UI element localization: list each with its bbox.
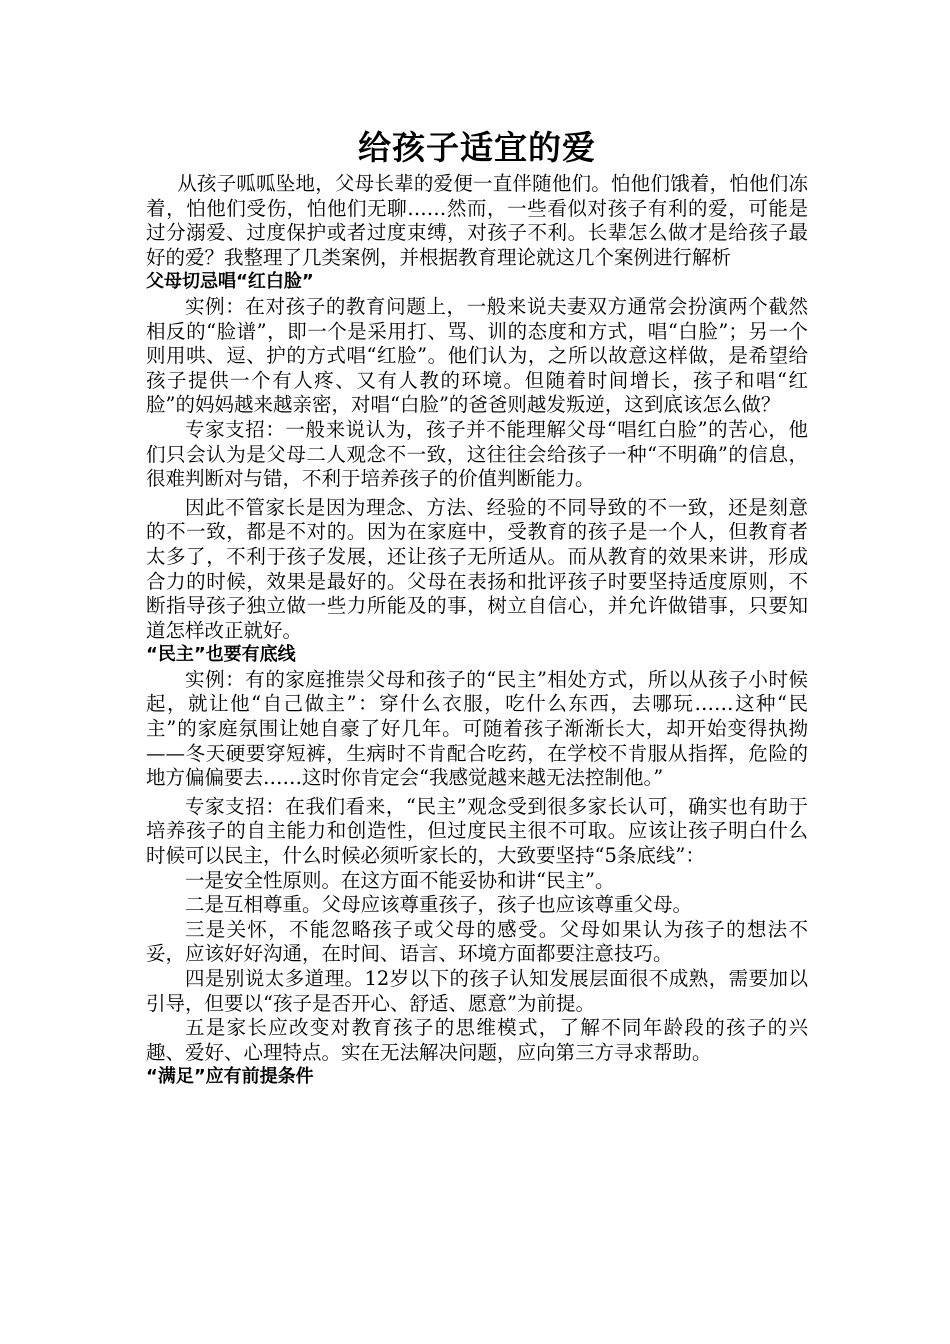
section-1-example-paragraph: 实例：在对孩子的教育问题上，一般来说夫妻双方通常会扮演两个截然相反的“脸谱”，即一个是采用打、骂、训的态度和方式，唱“白脸”；另一个则用哄、逗、护的方式唱“红脸”。他们认为，之所以故意这样做，是希望给孩子提供一个有人疼、又有人教的环境。但随着时间增长，孩子和唱“红脸”的妈妈越来越亲密，对唱“白脸”的爸爸则越发叛逆，这到底该怎么做？ [146,294,808,417]
section-2-expert-paragraph: 专家支招：在我们看来，“民主”观念受到很多家长认可，确实也有助于培养孩子的自主能力和创造性，但过度民主很不可取。应该让孩子明白什么时候可以民主，什么时候必须听家长的，大致要坚持“5条底线”： [146,794,808,868]
bottom-line-item-5: 五是家长应改变对教育孩子的思维模式，了解不同年龄段的孩子的兴趣、爱好、心理特点。实在无法解决问题，应向第三方寻求帮助。 [146,1016,808,1064]
bottom-line-item-3: 三是关怀，不能忽略孩子或父母的感受。父母如果认为孩子的想法不妥，应该好好沟通，在时间、语言、环境方面都要注意技巧。 [146,917,808,966]
section-heading-democracy-bottom-line: “民主”也要有底线 [146,644,296,666]
section-2-example-paragraph: 实例：有的家庭推崇父母和孩子的“民主”相处方式，所以从孩子小时候起，就让他“自己做主”：穿什么衣服，吃什么东西，去哪玩……这种“民主”的家庭氛围让她自豪了好几年。可随着孩子渐渐长大，却开始变得执拗——冬天硬要穿短裤，生病时不肯配合吃药，在学校不肯服从指挥，危险的地方偏偏要去……这时你肯定会“我感觉越来越无法控制他。” [146,667,808,790]
page-title: 给孩子适宜的爱 [358,128,596,167]
section-1-conclusion-paragraph: 因此不管家长是因为理念、方法、经验的不同导致的不一致，还是刻意的不一致，都是不对的。因为在家庭中，受教育的孩子是一个人，但教育者太多了，不利于孩子发展，还让孩子无所适从。而从教育的效果来讲，形成合力的时候，效果是最好的。父母在表扬和批评孩子时要坚持适度原则，不断指导孩子独立做一些力所能及的事，树立自信心，并允许做错事，只要知道怎样改正就好。 [146,495,808,642]
bottom-line-item-4: 四是别说太多道理。12岁以下的孩子认知发展层面很不成熟，需要加以引导，但要以“孩子是否开心、舒适、愿意”为前提。 [146,967,808,1015]
bottom-line-item-1: 一是安全性原则。在这方面不能妥协和讲“民主”。 [185,868,615,892]
document-page [146,126,808,1090]
intro-paragraph: 从孩子呱呱坠地，父母长辈的爱便一直伴随他们。怕他们饿着，怕他们冻着，怕他们受伤，怕他们无聊……然而，一些看似对孩子有利的爱，可能是过分溺爱、过度保护或者过度束缚，对孩子不利。长辈怎么做才是给孩子最好的爱？我整理了几类案例，并根据教育理论就这几个案例进行解析 [146,172,808,269]
section-1-expert-paragraph: 专家支招：一般来说认为，孩子并不能理解父母“唱红白脸”的苦心，他们只会认为是父母二人观念不一致，这往往会给孩子一种“不明确”的信息，很难判断对与错，不利于培养孩子的价值判断能力。 [146,417,808,491]
section-heading-red-white-face: 父母切忌唱“红白脸” [146,271,314,293]
section-heading-satisfaction-precondition: “满足”应有前提条件 [146,1066,314,1088]
bottom-line-item-2: 二是互相尊重。父母应该尊重孩子，孩子也应该尊重父母。 [185,893,693,917]
